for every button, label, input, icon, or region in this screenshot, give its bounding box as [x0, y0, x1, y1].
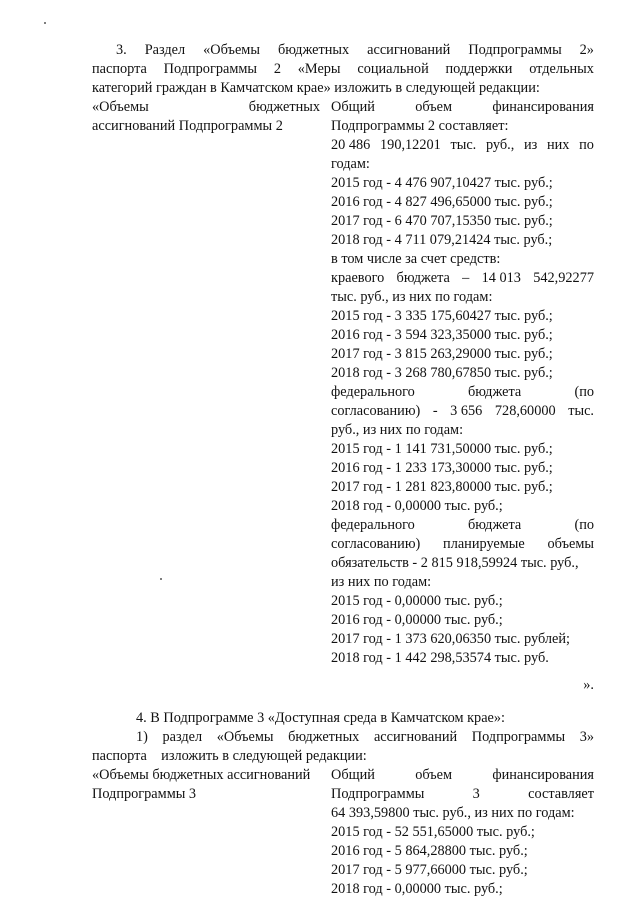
s2-total-line1 [331, 98, 594, 117]
word: «Объемы [216, 729, 274, 745]
word: «Объемы [203, 42, 260, 58]
word: социальной [357, 61, 429, 77]
word: Подпрограммы [331, 786, 425, 802]
s3-left-label-line1: «Объемы бюджетных ассигнований [92, 767, 311, 783]
word: финансирования [492, 767, 594, 783]
word: раздел [162, 729, 203, 745]
word: 2 [273, 61, 281, 77]
word: тыс. [568, 403, 594, 419]
word: объемы [547, 536, 594, 552]
s3-total-line3: 64 393,59800 тыс. руб., из них по годам: [331, 805, 575, 821]
word: 190,12201 [380, 137, 441, 153]
word: краевого [331, 270, 385, 286]
section3-heading-line1 [116, 41, 594, 60]
s2-regional-2016: 2016 год - 3 594 323,35000 тыс. руб.; [331, 327, 553, 343]
word: составляет [528, 786, 594, 802]
word: объем [415, 767, 453, 783]
s2-federal-2016: 2016 год - 1 233 173,30000 тыс. руб.; [331, 460, 553, 476]
word: 1) [136, 729, 148, 745]
word: бюджета [467, 384, 522, 400]
word: ассигнований [373, 729, 458, 745]
word: – [462, 270, 470, 286]
word: 728,60000 [494, 403, 556, 419]
s2-year-2016: 2016 год - 4 827 496,65000 тыс. руб.; [331, 194, 553, 210]
word: федерального [331, 517, 415, 533]
word: Раздел [144, 42, 186, 58]
s2-federal-planned-2017: 2017 год - 1 373 620,06350 тыс. рублей; [331, 631, 570, 647]
s3-year-2015: 2015 год - 52 551,65000 тыс. руб.; [331, 824, 535, 840]
s2-federal-planned-2015: 2015 год - 0,00000 тыс. руб.; [331, 593, 503, 609]
word: из [523, 137, 538, 153]
word: (по [574, 384, 594, 400]
word: паспорта [92, 61, 147, 77]
word: «Меры [297, 61, 341, 77]
word: ассигнований [367, 42, 451, 58]
word: отдельных [529, 61, 594, 77]
word: тыс. [450, 137, 477, 153]
word: 14 013 [481, 270, 521, 286]
word: по [579, 137, 594, 153]
word: 20 486 [331, 137, 371, 153]
s2-federal-planned-2016: 2016 год - 0,00000 тыс. руб.; [331, 612, 503, 628]
scan-speck [44, 22, 46, 24]
s2-federal-line1 [331, 383, 594, 402]
word: бюджетных [248, 99, 320, 115]
word: 3. [116, 42, 127, 58]
s2-federal-2017: 2017 год - 1 281 823,80000 тыс. руб.; [331, 479, 553, 495]
word: - [432, 403, 438, 419]
word: федерального [331, 384, 415, 400]
section4-sub-line1 [136, 728, 594, 747]
word: планируемые [443, 536, 525, 552]
word: 2» [579, 42, 594, 58]
section4-sub-line2: паспорта изложить в следующей редакции: [92, 748, 367, 764]
section3-heading-line2 [92, 60, 594, 79]
word: согласованию) [331, 536, 421, 552]
s2-left-label-line1 [92, 98, 320, 117]
s2-federal-planned-line1 [331, 516, 594, 535]
word: них [546, 137, 570, 153]
s3-left-label-line2: Подпрограммы 3 [92, 786, 197, 802]
s2-regional-2018: 2018 год - 3 268 780,67850 тыс. руб.; [331, 365, 553, 381]
s2-including: в том числе за счет средств: [331, 251, 501, 267]
word: бюджета [396, 270, 450, 286]
word: Подпрограммы [471, 729, 566, 745]
s3-year-2017: 2017 год - 5 977,66000 тыс. руб.; [331, 862, 528, 878]
word: объем [415, 99, 453, 115]
word: Общий [331, 767, 375, 783]
s2-federal-planned-line4: из них по годам: [331, 574, 432, 590]
word: финансирования [492, 99, 594, 115]
s2-regional-2015: 2015 год - 3 335 175,60427 тыс. руб.; [331, 308, 553, 324]
s2-year-2015: 2015 год - 4 476 907,10427 тыс. руб.; [331, 175, 553, 191]
s3-total-line2 [331, 785, 594, 804]
s2-federal-planned-line2 [331, 535, 594, 554]
word: бюджетных [277, 42, 350, 58]
word: 3 656 [450, 403, 483, 419]
s2-federal-planned-line3: обязательств - 2 815 918,59924 тыс. руб., [331, 555, 579, 571]
section4-heading: 4. В Подпрограмме 3 «Доступная среда в Камчатском крае»: [136, 710, 506, 726]
s2-federal-line2 [331, 402, 594, 421]
s2-closing-quote: ». [583, 677, 594, 693]
s3-year-2016: 2016 год - 5 864,28800 тыс. руб.; [331, 843, 528, 859]
section3-heading-line3: категорий граждан в Камчатском крае» изложить в следующей редакции: [92, 80, 540, 96]
s2-left-label-line2: ассигнований Подпрограммы 2 [92, 118, 283, 134]
word: «Объемы [92, 99, 149, 115]
s2-regional-line1 [331, 269, 594, 288]
s2-federal-2015: 2015 год - 1 141 731,50000 тыс. руб.; [331, 441, 553, 457]
s3-total-line1 [331, 766, 594, 785]
s2-federal-planned-2018: 2018 год - 1 442 298,53574 тыс. руб. [331, 650, 549, 666]
s2-total-line2: Подпрограммы 2 составляет: [331, 118, 509, 134]
s2-federal-line3: руб., из них по годам: [331, 422, 464, 438]
word: бюджета [467, 517, 522, 533]
s2-year-2018: 2018 год - 4 711 079,21424 тыс. руб.; [331, 232, 553, 248]
s3-year-2018: 2018 год - 0,00000 тыс. руб.; [331, 881, 503, 897]
s2-federal-2018: 2018 год - 0,00000 тыс. руб.; [331, 498, 503, 514]
word: поддержки [445, 61, 513, 77]
s2-regional-2017: 2017 год - 3 815 263,29000 тыс. руб.; [331, 346, 553, 362]
s2-total-line4: годам: [331, 156, 370, 172]
word: согласованию) [331, 403, 421, 419]
word: Подпрограммы [163, 61, 258, 77]
s2-total-line3 [331, 136, 594, 155]
word: 3» [579, 729, 594, 745]
s2-regional-line2: тыс. руб., из них по годам: [331, 289, 493, 305]
s2-year-2017: 2017 год - 6 470 707,15350 тыс. руб.; [331, 213, 553, 229]
word: 542,92277 [533, 270, 594, 286]
word: руб., [485, 137, 515, 153]
word: Подпрограммы [468, 42, 562, 58]
word: бюджетных [288, 729, 360, 745]
word: Общий [331, 99, 375, 115]
word: 3 [472, 786, 480, 802]
scan-speck [160, 578, 162, 580]
word: (по [574, 517, 594, 533]
